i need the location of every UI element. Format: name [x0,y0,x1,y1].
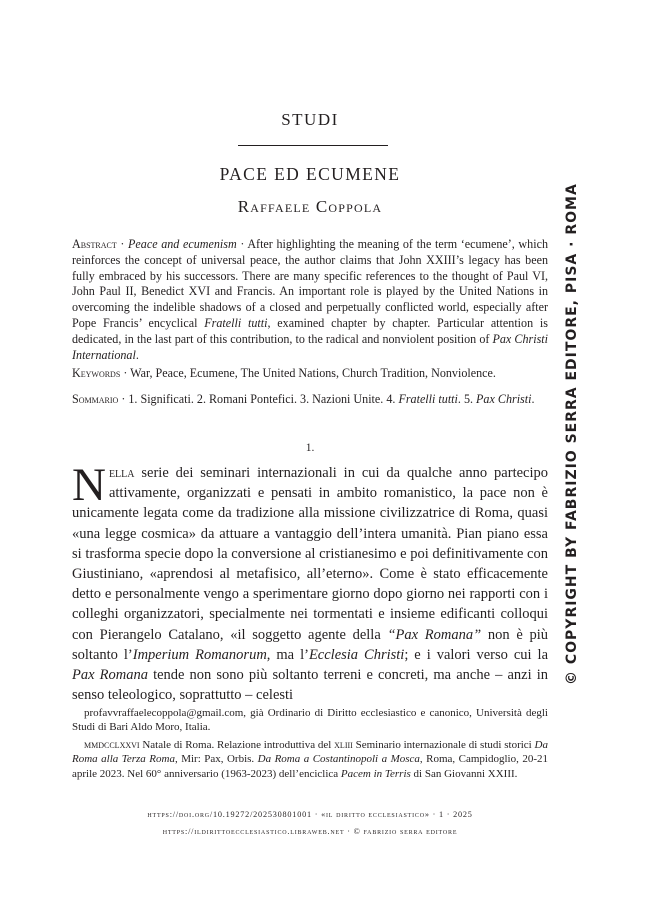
summary-text: . 5. [457,392,477,406]
title-divider [238,145,388,146]
abstract-text: , examined chapter by chapter. Particular attention is dedicated, in the last part of this contribution, to the radical and nonviolent position of [72,315,548,346]
footnote-text: Natale di Roma. Relazione introduttiva del [139,739,335,751]
summary-italic: Fratelli tutti [398,392,458,406]
keywords-text: · War, Peace, Ecumene, The United Nations, Church Tradition, Nonviolence. [120,366,496,380]
body-smallcaps: ella [108,465,135,481]
footnote-smallcaps: xliii [334,739,353,751]
body-italic: Imperium Romanorum [132,646,267,663]
footnote-italic: Da Roma a Costantinopoli a Mosca [257,753,420,766]
author-name: Raffaele Coppola [237,197,383,216]
keywords [72,366,548,382]
abstract-label: Abstract [72,237,117,251]
section-number: 1. [305,442,315,454]
abstract-sep: · [116,237,129,251]
footnote-text: , Mir: Pax, Orbis. [174,753,258,766]
abstract-text: . [135,347,139,362]
summary [72,392,548,408]
footnote-italic: Da Roma alla Terza Roma [72,739,548,766]
body-text: ; e i valori verso cui la [404,646,548,663]
section-heading: STUDI [281,110,339,129]
body-italic: “Pax Romana” [387,626,482,643]
publisher-footer: https://ildirittoecclesiastico.libraweb.net · © fabrizio serra editore [162,827,458,836]
body-text: , ma l’ [266,646,309,663]
keywords-label: Keywords [72,366,121,380]
body-italic: Pax Romana [72,667,148,684]
article-title: PACE ED ECUMENE [219,164,401,184]
footnote-smallcaps: mmdcclxxvi [84,739,140,751]
footnote-italic: Pacem in Terris [340,767,411,780]
body-text: serie dei seminari internazionali in cui da qualche anno partecipo attivamente, organizzati e pensati in ambito romanistico, la pace non è unicamente legata come da tradizione alla missione civilizzatrice di Roma, quasi «una legge cosmica» da attuare a vantaggio dell’intera umanità. Pian piano essa si trasforma specie dopo la conversione al cristianesimo e poi definitivamente con Giustiniano, «aprendosi al metafisico, all’eterno». Come è stato efficacemente detto e personalmente vengo a sperimentare giorno dopo giorno nei rapporti con i colleghi organizzatori, specialmente nei tormentati e insieme edificanti colloqui con Pierangelo Catalano, «il soggetto agente della [72,465,548,643]
body-italic: Ecclesia Christi [308,646,405,663]
body-paragraph [72,459,549,705]
body-text: non è più soltanto l’ [72,626,549,663]
summary-text: · 1. Significati. 2. Romani Pontefici. 3. Nazioni Unite. 4. [118,392,399,406]
abstract-title: Peace and ecumenism [128,237,237,251]
summary-text: . [531,392,535,406]
footnote-author: profavvraffaelecoppola@gmail.com, già Ordinario di Diritto ecclesiastico e canonico, Università degli Studi di Bari Aldo Moro, Italia. [72,707,548,734]
footnote-text: , Roma, Campidoglio, 20-21 aprile 2023. Nel 60° anniversario (1963-2023) dell’enciclica [72,753,548,780]
summary-italic: Pax Christi [476,392,532,406]
abstract [72,237,548,363]
footnote-event [72,738,548,781]
drop-cap: N [72,459,106,511]
footnote-text: di San Giovanni XXIII. [410,767,518,780]
abstract-text: · After highlighting the meaning of the term ‘ecumene’, which reinforces the concept of universal peace, the author claims that John XXIII’s legacy has been fully embraced by his successors. There are many specific references to the thought of Paul VI, John Paul II, Benedict XVI and Francis. An important role is played by the United Nations in overcoming the indelible shadows of a closed and perpetually conflicted world, especially after Pope Francis’ encyclical [72,237,548,330]
abstract-encyclical: Fratelli tutti [204,315,268,330]
abstract-pax: Pax Christi International [72,331,548,362]
doi-footer: https://doi.org/10.19272/202530801001 · «il diritto ecclesiastico» · 1 · 2025 [147,810,473,819]
body-text: tende non sono più soltanto terreni e concreti, ma anche – anzi in senso teleologico, soprattutto – celesti [72,667,548,704]
footnote-text: Seminario internazionale di studi storici [352,739,535,751]
copyright-notice: © COPYRIGHT BY FABRIZIO SERRA EDITORE, PISA · ROMA [564,183,580,685]
summary-label: Sommario [72,392,119,406]
